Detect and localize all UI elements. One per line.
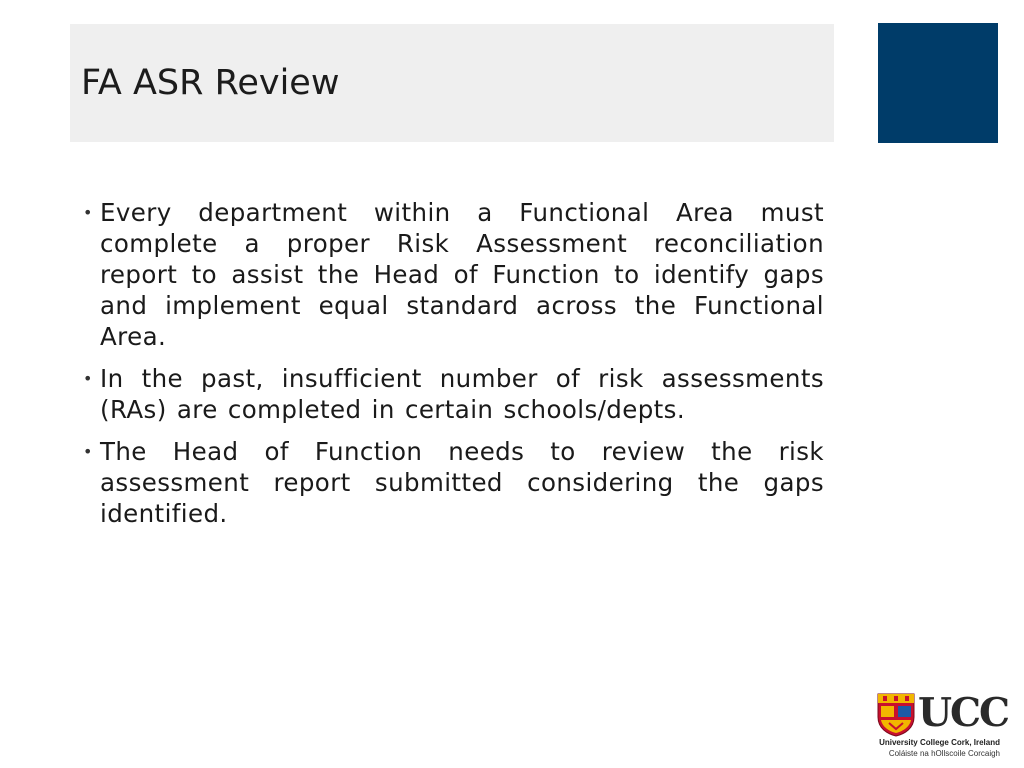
bullet-item xyxy=(80,436,824,529)
logo-english-name: University College Cork, Ireland xyxy=(879,738,1000,747)
bullet-list xyxy=(80,197,824,540)
slide-title: FA ASR Review xyxy=(81,63,340,103)
bullet-dot-icon: • xyxy=(83,369,93,388)
ucc-wordmark: UCC xyxy=(918,690,1009,736)
bullet-item xyxy=(80,363,824,425)
bullet-text: Every department within a Functional Area must complete a proper Risk Assessment reconciliation report to assist the Head of Function to identify gaps and implement equal standard across the Functional Area. xyxy=(100,198,824,351)
bullet-text: The Head of Function needs to review the risk assessment report submitted considering the gaps identified. xyxy=(100,437,824,528)
title-band xyxy=(70,24,834,142)
ucc-logo xyxy=(876,690,1009,759)
logo-irish-name: Coláiste na hOllscoile Corcaigh xyxy=(888,749,1000,758)
accent-square xyxy=(878,23,998,143)
bullet-item xyxy=(80,197,824,352)
crest-icon xyxy=(877,693,915,737)
bullet-text: In the past, insufficient number of risk assessments (RAs) are completed in certain schools/depts. xyxy=(100,364,824,424)
bullet-dot-icon: • xyxy=(83,442,93,461)
bullet-dot-icon: • xyxy=(83,203,93,222)
